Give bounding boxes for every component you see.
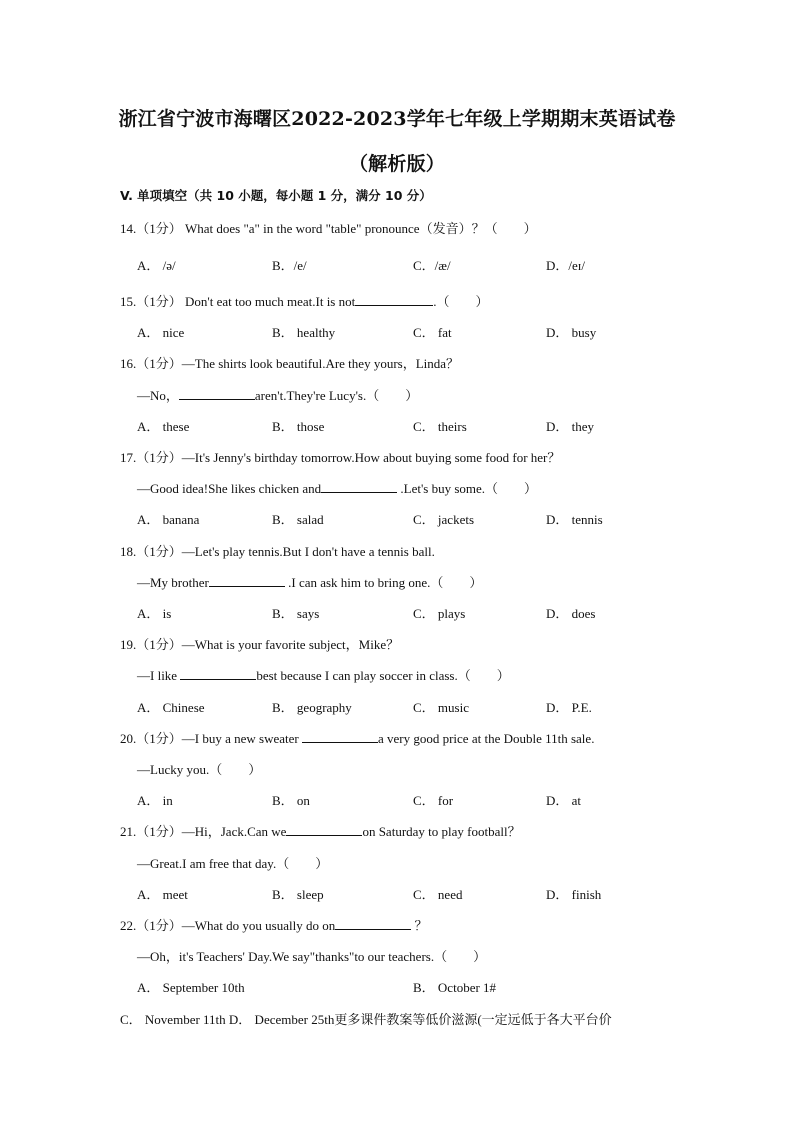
q14-option-c: C．/æ/ xyxy=(413,258,451,273)
q20-option-a: A． in xyxy=(137,793,173,808)
exam-title: 浙江省宁波市海曙区2022-2023学年七年级上学期期末英语试卷 xyxy=(118,108,676,130)
q15-option-d: D． busy xyxy=(546,325,597,340)
q21-option-c: C． need xyxy=(413,887,463,902)
answer-blank xyxy=(209,574,285,587)
answer-blank xyxy=(180,667,256,680)
question-21-reply: —Great.I am free that day.（ ） xyxy=(137,856,329,871)
question-15-stem xyxy=(120,291,489,310)
answer-blank xyxy=(179,387,255,400)
stem-text: 20.（1分）—I buy a new sweater xyxy=(120,731,302,746)
question-16-stem: 16.（1分）—The shirts look beautiful.Are they yours，Linda？ xyxy=(120,356,460,371)
q21-option-b: B． sleep xyxy=(272,887,324,902)
question-21-stem xyxy=(120,821,521,840)
q21-option-d: D． finish xyxy=(546,887,602,902)
q20-option-d: D． at xyxy=(546,793,582,808)
question-20-reply: —Lucky you.（ ） xyxy=(137,762,262,777)
question-17-reply xyxy=(137,478,537,497)
stem-text: a very good price at the Double 11th sale. xyxy=(377,731,595,746)
q17-option-d: D． tennis xyxy=(546,512,603,527)
q17-option-a: A． banana xyxy=(137,512,200,527)
question-22-reply: —Oh，it's Teachers' Day.We say"thanks"to our teachers.（ ） xyxy=(137,949,487,964)
stem-text: 22.（1分）—What do you usually do on xyxy=(120,918,336,933)
q15-option-a: A． nice xyxy=(137,325,185,340)
q16-option-d: D． they xyxy=(546,419,595,434)
q17-option-b: B． salad xyxy=(272,512,324,527)
q18-option-c: C． plays xyxy=(413,606,466,621)
q18-option-b: B． says xyxy=(272,606,320,621)
answer-blank xyxy=(302,730,378,743)
question-14-stem: 14.（1分） What does "a" in the word "table" pronounce（发音）？（ ） xyxy=(120,221,537,236)
question-16-reply xyxy=(137,385,418,404)
q16-option-b: B． those xyxy=(272,419,325,434)
question-18-stem: 18.（1分）—Let's play tennis.But I don't have a tennis ball. xyxy=(120,544,435,559)
q16-option-a: A． these xyxy=(137,419,190,434)
q19-option-d: D． P.E. xyxy=(546,700,592,715)
stem-text: .（ ） xyxy=(433,294,489,309)
reply-text: .Let's buy some.（ ） xyxy=(397,481,538,496)
q22-option-b: B． October 1# xyxy=(413,980,497,995)
q18-option-d: D． does xyxy=(546,606,596,621)
question-17-stem: 17.（1分）—It's Jenny's birthday tomorrow.How about buying some food for her？ xyxy=(120,450,561,465)
question-22-stem xyxy=(120,915,427,934)
q19-option-b: B． geography xyxy=(272,700,352,715)
q20-option-c: C． for xyxy=(413,793,454,808)
q17-option-c: C． jackets xyxy=(413,512,475,527)
exam-subtitle: （解析版） xyxy=(348,153,445,175)
stem-text: 15.（1分） Don't eat too much meat.It is not xyxy=(120,294,356,309)
answer-blank xyxy=(355,293,433,306)
q14-option-b: B．/e/ xyxy=(272,258,307,273)
reply-text: —No， xyxy=(137,388,179,403)
stem-text: on Saturday to play football？ xyxy=(362,824,521,839)
stem-text: ？ xyxy=(411,918,428,933)
q14-option-a: A． /ə/ xyxy=(137,258,176,273)
reply-text: aren't.They're Lucy's.（ ） xyxy=(254,388,419,403)
section-heading: V. 单项填空（共 10 小题，每小题 1 分，满分 10 分） xyxy=(120,188,432,203)
q20-option-b: B． on xyxy=(272,793,310,808)
answer-blank xyxy=(335,917,411,930)
reply-text: —Good idea!She likes chicken and xyxy=(137,481,322,496)
q14-option-d: D．/eɪ/ xyxy=(546,258,585,273)
q16-option-c: C． theirs xyxy=(413,419,467,434)
question-18-reply xyxy=(137,572,482,591)
answer-blank xyxy=(286,823,362,836)
stem-text: 21.（1分）—Hi，Jack.Can we xyxy=(120,824,287,839)
reply-text: —I like xyxy=(137,668,181,683)
q18-option-a: A． is xyxy=(137,606,172,621)
answer-blank xyxy=(321,480,397,493)
reply-text: —My brother xyxy=(137,575,209,590)
q19-option-c: C． music xyxy=(413,700,469,715)
q15-option-c: C． fat xyxy=(413,325,452,340)
q22-option-a: A． September 10th xyxy=(137,980,245,995)
reply-text: .I can ask him to bring one.（ ） xyxy=(284,575,483,590)
q19-option-a: A． Chinese xyxy=(137,700,205,715)
question-19-reply xyxy=(137,665,510,684)
q15-option-b: B． healthy xyxy=(272,325,336,340)
reply-text: best because I can play soccer in class.（ ） xyxy=(256,668,510,683)
q22-options-cd: C． November 11th D． December 25th更多课件教案等低价滋源(一定远低于各大平台价 xyxy=(120,1012,612,1027)
question-20-stem xyxy=(120,728,594,747)
q21-option-a: A． meet xyxy=(137,887,188,902)
question-19-stem: 19.（1分）—What is your favorite subject，Mike？ xyxy=(120,637,400,652)
